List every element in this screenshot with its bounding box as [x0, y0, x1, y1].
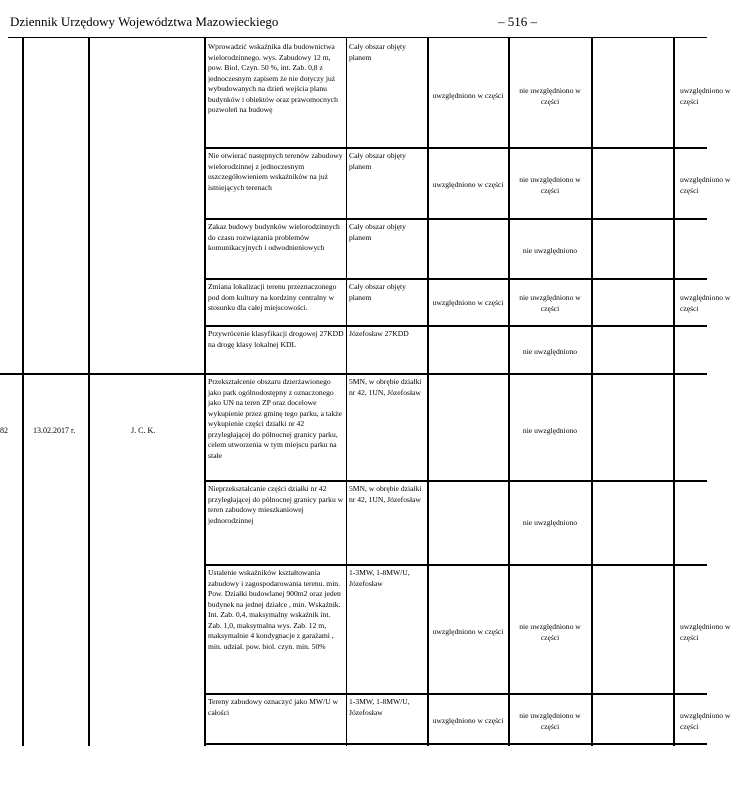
row-status-5: nie uwzględniono [522, 347, 578, 356]
row-content: Przekształcenie obszaru dzierżawionego jako park ogólnodostępny z oznaczonego jako UN na teren ZP oraz docelowe wykupienie przez gminę tego parku, a także wykupienie części działki nr 42 przyległającej do północnej granicy parku, celem utworzenia w tym miejscu parku na stałe [208, 377, 342, 460]
table-border-area [346, 38, 347, 746]
row-divider [204, 325, 707, 327]
header-rule [8, 37, 707, 38]
group-divider [0, 373, 707, 375]
row-content: Ustalenie wskaźników kształtowania zabudowy i zagospodarowania terenu. min. Pow. Działki budowlanej 900m2 oraz jeden budynek na jednej działce , min. Wskaźnik. Int. Zab. 0,4, maksymalny wskaźnik int. Zab. 1,0, maksymalna wys. Zab. 12 m, maksymalnie 4 kondygnacje z garażami , min. udział. pow. biol. czyn. min. 50% [208, 568, 341, 651]
row-status-4: uwzględniono w części [432, 627, 504, 636]
table-border-col7 [673, 38, 675, 746]
entry-number: 82 [0, 426, 8, 435]
entry-author: J. C. K. [131, 426, 156, 435]
table-border-author [204, 38, 206, 746]
row-status-6: uwzględniono w części [680, 711, 731, 731]
row-area: Cały obszar objęty planem [349, 222, 406, 242]
row-divider [204, 278, 707, 280]
row-divider [204, 218, 707, 220]
row-status-5: nie uwzględniono [522, 518, 578, 527]
journal-title: Dziennik Urzędowy Województwa Mazowieckiego [10, 14, 279, 29]
row-content: Nie otwierać następnych terenów zabudowy wielorodzinnej z jednoczesnym uszczegółowieniem wskaźników na już istniejących terenach [208, 151, 343, 192]
row-status-5: nie uwzględniono w części [519, 86, 581, 106]
table-bottom [204, 743, 707, 745]
row-status-5: nie uwzględniono w części [519, 293, 581, 313]
row-divider [204, 564, 707, 566]
page-number: – 516 – [498, 14, 537, 29]
table-border-col4 [427, 38, 429, 746]
row-area: Cały obszar objęty planem [349, 151, 406, 171]
row-area: Józefosław 27KDD [349, 329, 409, 338]
row-divider [204, 147, 707, 149]
row-divider [204, 693, 707, 695]
row-status-5: nie uwzględniono w części [519, 175, 581, 195]
table-border-col5 [508, 38, 510, 746]
row-area: 1-3MW, 1-8MW/U, Józefosław [349, 697, 410, 717]
row-divider [204, 480, 707, 482]
row-status-6: uwzględniono w części [680, 622, 731, 642]
row-area: Cały obszar objęty planem [349, 42, 406, 62]
row-content: Zmiana lokalizacji terenu przeznaczonego pod dom kultury na kordziny centralny w stosunku dla całej miejscowości. [208, 282, 337, 312]
row-status-5: nie uwzględniono [522, 246, 578, 255]
row-status-5: nie uwzględniono w części [519, 622, 581, 642]
row-content: Wprowadzić wskaźnika dla budownictwa wielorodzinnego. wys. Zabudowy 12 m, pow. Biol. Czyn. 50 %, int. Zab. 0,8 z jednoczesnym zapisem że nie dotyczy już wybudowanych na dzień wejścia planu budynków i obiektów oraz prawomocnych pozwoleń na budowę [208, 42, 338, 114]
row-status-4: uwzględniono w części [432, 298, 504, 307]
row-status-4: uwzględniono w części [432, 180, 504, 189]
table-border-date [88, 38, 90, 746]
row-area: 5MN, w obrębie działki nr 42, 1UN, Józefosław [349, 377, 422, 397]
row-content: Przywrócenie klasyfikacji drogowej 27KDD na drogę klasy lokalnej KDL [208, 329, 344, 349]
row-status-5: nie uwzględniono w części [519, 711, 581, 731]
row-status-6: uwzględniono w części [680, 175, 731, 195]
table-border-left [22, 38, 24, 746]
row-area: 5MN, w obrębie działki nr 42, 1UN, Józefosław [349, 484, 422, 504]
row-status-5: nie uwzględniono [522, 426, 578, 435]
row-status-4: uwzględniono w części [432, 716, 504, 725]
row-status-4: uwzględniono w części [432, 91, 504, 100]
row-status-6: uwzględniono w części [680, 86, 731, 106]
row-area: 1-3MW, 1-8MW/U, Józefosław [349, 568, 410, 588]
row-content: Zakaz budowy budynków wielorodzinnych do czasu rozwiązania problemów komunikacyjnych i odwodnieniowych [208, 222, 340, 252]
table-border-col6 [591, 38, 593, 746]
row-area: Cały obszar objęty planem [349, 282, 406, 302]
row-content: Nieprzekształcanie części działki nr 42 przyległającej do północnej granicy parku w teren zabudowy mieszkaniowej jednorodzinnej [208, 484, 344, 525]
entry-date: 13.02.2017 r. [33, 426, 76, 435]
row-content: Tereny zabudowy oznaczyć jako MW/U w całości [208, 697, 338, 717]
row-status-6: uwzględniono w części [680, 293, 731, 313]
